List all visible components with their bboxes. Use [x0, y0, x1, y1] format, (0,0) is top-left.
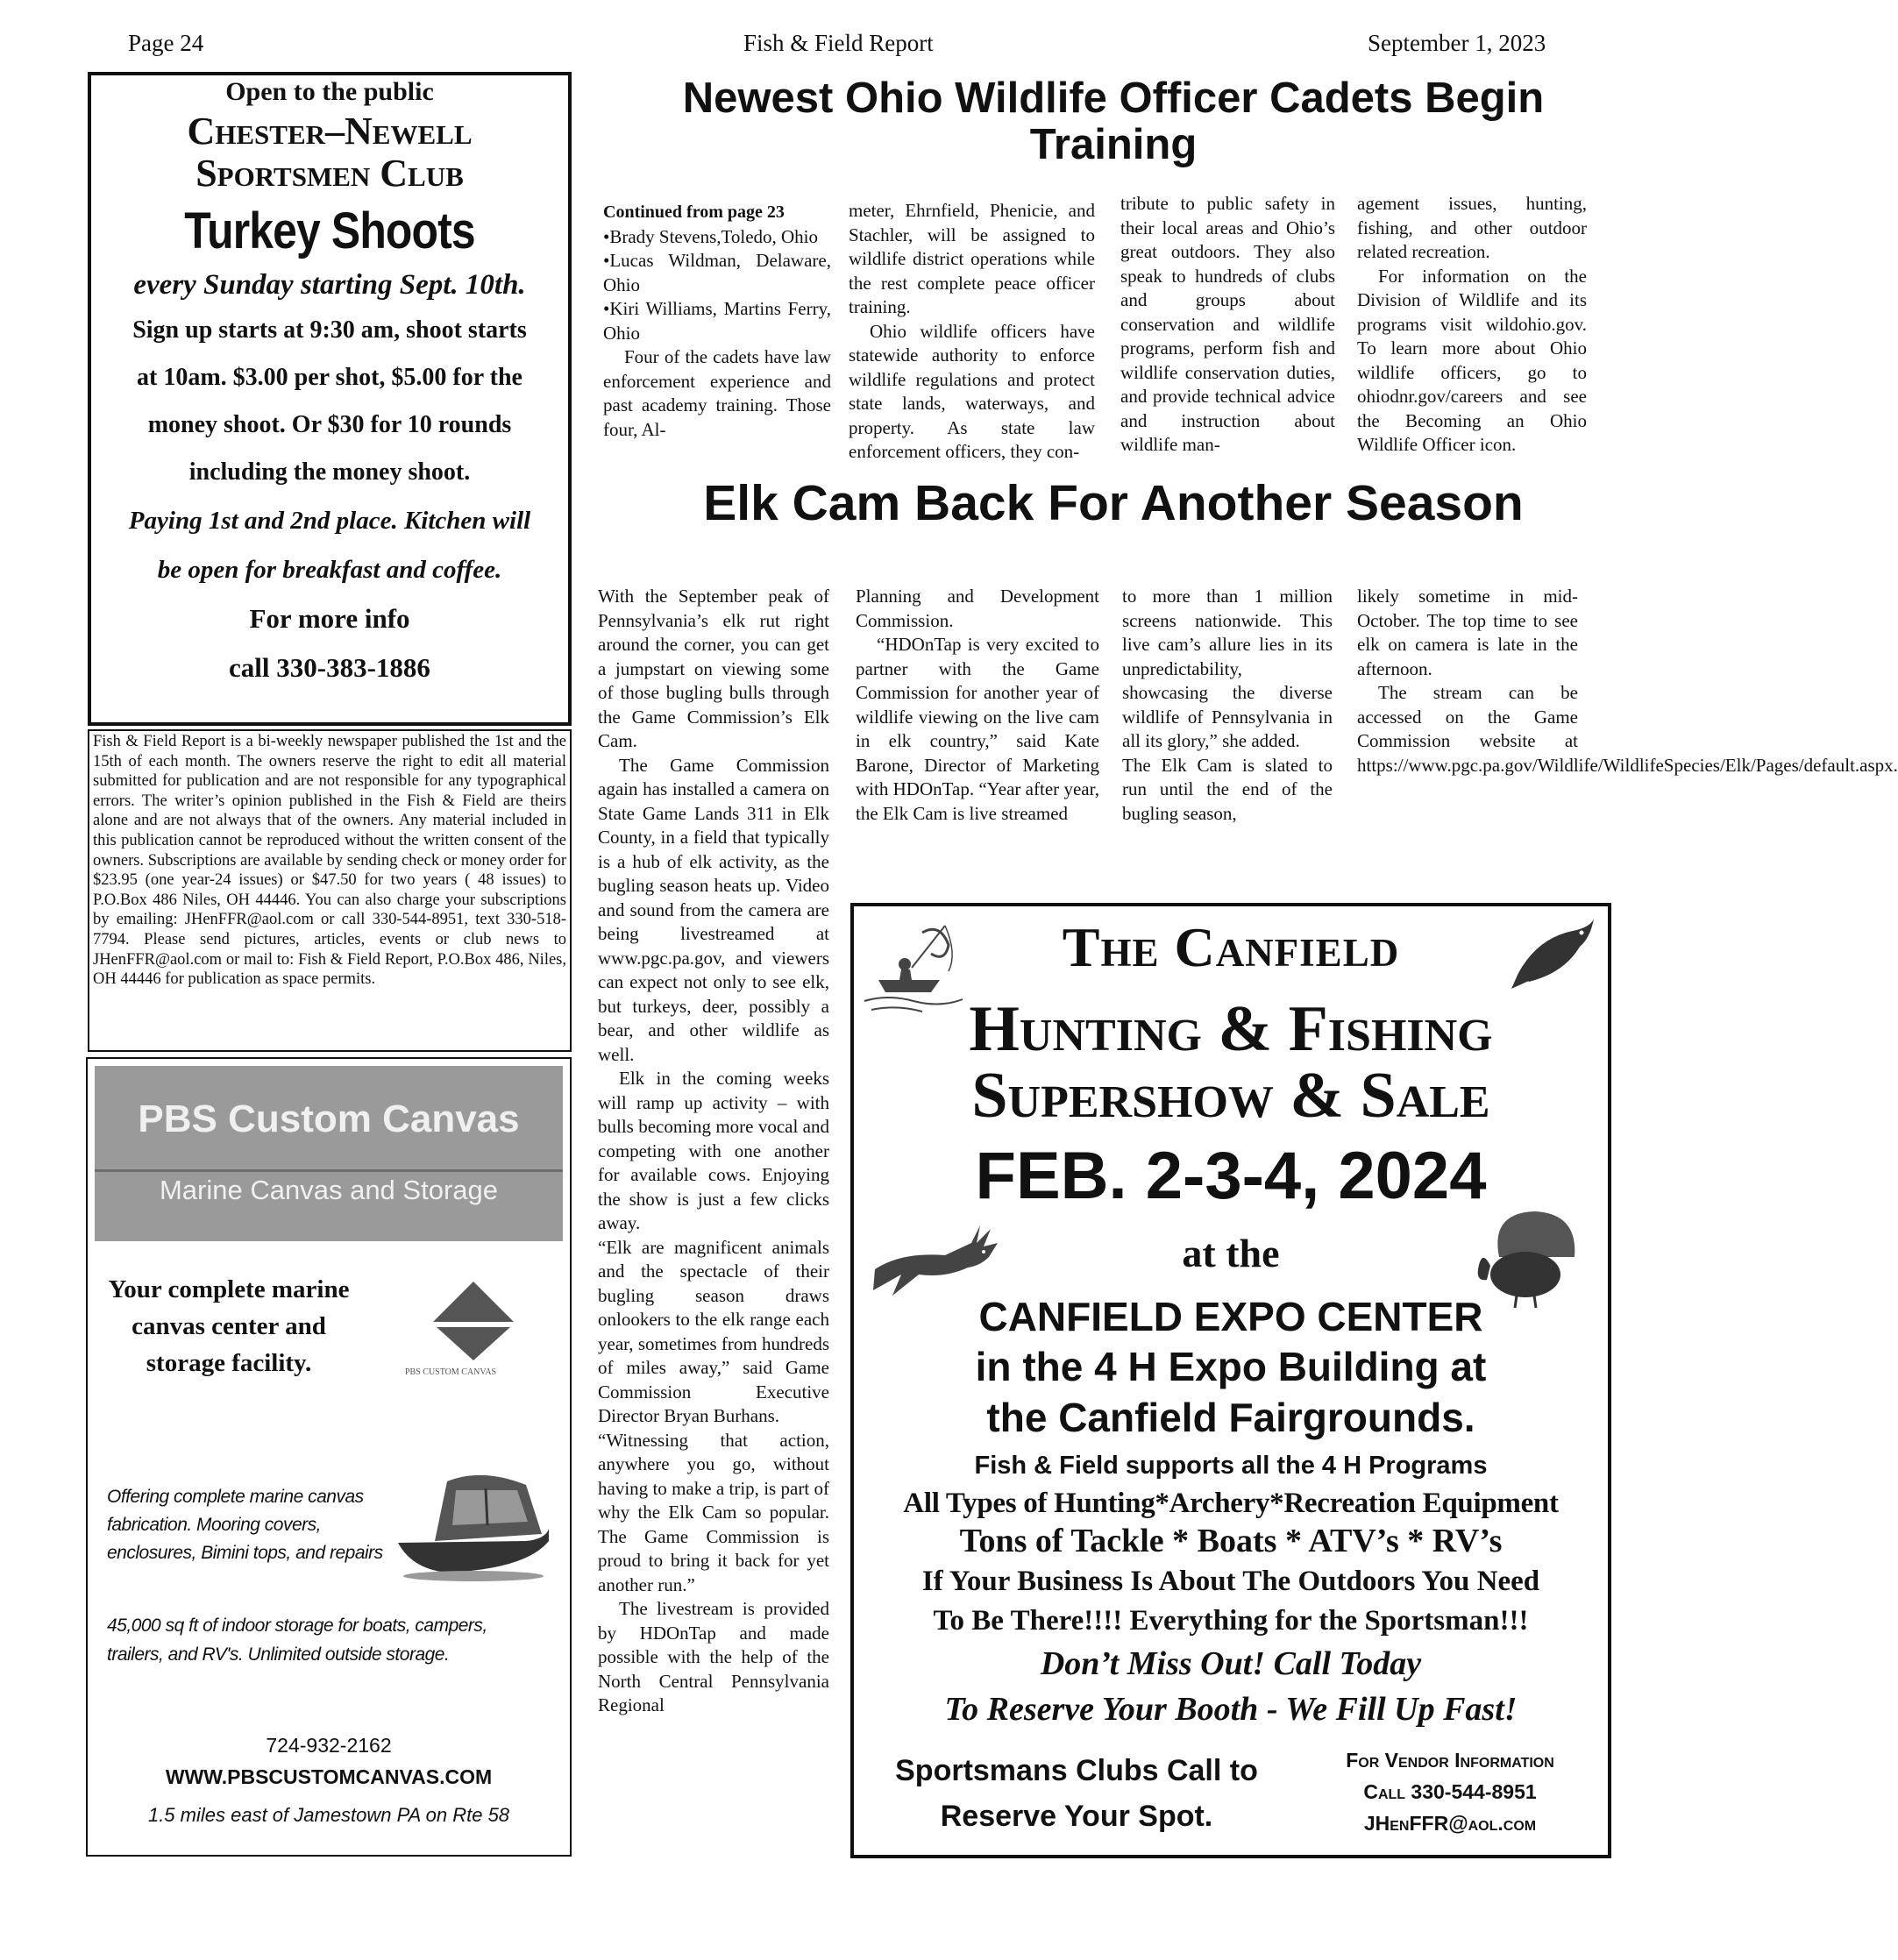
- club-name-line1: Chester–Newell: [187, 110, 473, 153]
- notice-text: Fish & Field Report is a bi-weekly newspaper published the 1st and the 15th of each month. The owners reserve the right to edit all material submitted for publication and are not responsible for any typographical errors. The writer’s opinion published in the Fish & Field are theirs alone and are not always that of the owners. Any material included in this publication cannot be reproduced without the written consent of the owners. Subscriptions are available by sending check or money order for $23.95 (one year-24 issues) or $47.50 for two years ( 48 issues) to P.O.Box 486 Niles, OH 44446. You can also charge your subscriptions by emailing: JHenFFR@aol.com or call 330-544-8951, text 330-518-7794. Please send pictures, articles, events or club news to JHenFFR@aol.com or mail to: Fish & Field Report, P.O.Box 486, Niles, OH 44446 for publication as space permits.: [93, 733, 566, 989]
- pbs-logo-icon: [430, 1282, 517, 1366]
- paragraph: The Elk Cam is slated to run until the end of the bugling season,: [1122, 754, 1333, 824]
- pbs-storage: 45,000 sq ft of indoor storage for boats, campers, trailers, and RV's. Unlimited outside storage.: [107, 1616, 487, 1665]
- paragraph: Ohio wildlife officers have statewide authority to enforce wildlife regulations and protect state lands, waterways, and property. As state law enforcement officers, they con-: [849, 320, 1095, 462]
- vendor-info: For Vendor Information: [1346, 1749, 1554, 1772]
- cadet-item: •Kiri Williams, Martins Ferry, Ohio: [603, 298, 831, 344]
- pbs-location: 1.5 miles east of Jamestown PA on Rte 58: [147, 1804, 510, 1826]
- publication-notice: [88, 729, 572, 1052]
- paragraph: The stream can be accessed on the Game Commission website at https://www.pgc.pa.gov/Wildlife/WildlifeSpecies/Elk/Pages/default.aspx.: [1357, 682, 1898, 776]
- at-the: at the: [1182, 1231, 1280, 1275]
- article1-column-4: [1357, 192, 1587, 458]
- pbs-subtitle: Marine Canvas and Storage: [159, 1175, 498, 1205]
- article1-headline: Newest Ohio Wildlife Officer Cadets Begin Training: [682, 75, 1545, 168]
- article2-headline: Elk Cam Back For Another Season: [703, 475, 1524, 531]
- open-to-public: Open to the public: [225, 77, 434, 106]
- details-line: Sign up starts at 9:30 am, shoot starts: [132, 316, 527, 344]
- page-number: Page 24: [128, 30, 204, 56]
- reserve-booth: To Reserve Your Booth - We Fill Up Fast!: [944, 1691, 1518, 1728]
- pbs-title: PBS Custom Canvas: [138, 1097, 520, 1140]
- fish-icon: [1511, 912, 1599, 991]
- vendor-phone: Call 330-544-8951: [1363, 1780, 1537, 1803]
- paragraph: likely sometime in mid-October. The top time to see elk on camera is late in the afternoon.: [1357, 586, 1578, 679]
- venue-name: CANFIELD EXPO CENTER: [978, 1294, 1483, 1339]
- business-line2: To Be There!!!! Everything for the Sportsman!!!: [933, 1605, 1529, 1637]
- article2-column-1: [598, 585, 829, 1718]
- clubs-call-line2: Reserve Your Spot.: [940, 1800, 1213, 1833]
- paragraph: “Witnessing that action, anywhere you go, without having to make a trip, is part of why the Elk Cam so popular. The Game Commission is proud to bring it back for yet another run.”: [598, 1429, 829, 1595]
- vendor-email[interactable]: JHenFFR@aol.com: [1363, 1812, 1537, 1835]
- article2-column-2: [856, 585, 1099, 826]
- continued-from: Continued from page 23: [603, 202, 785, 222]
- paragraph: meter, Ehrnfield, Phenicie, and Stachler, will be assigned to wildlife district operations while the rest complete peace officer training.: [849, 200, 1095, 317]
- paragraph: Planning and Development Commission.: [856, 586, 1099, 631]
- pbs-logo-text: PBS CUSTOM CANVAS: [405, 1367, 497, 1377]
- turkey-shoots-title: Turkey Shoots: [184, 202, 475, 259]
- turkey-shoot-ad: [88, 72, 572, 726]
- dont-miss-out: Don’t Miss Out! Call Today: [1040, 1645, 1422, 1682]
- schedule: every Sunday starting Sept. 10th.: [133, 269, 526, 301]
- pbs-tagline: Your complete marine canvas center and storage facility.: [108, 1275, 350, 1377]
- paragraph: Four of the cadets have law enforcement experience and past academy training. Those four, Al-: [603, 346, 831, 440]
- show-name-line2: Supershow & Sale: [971, 1060, 1490, 1132]
- paragraph: agement issues, hunting, fishing, and other outdoor related recreation.: [1357, 193, 1587, 262]
- fisherman-icon: [861, 919, 966, 1024]
- paragraph: “Elk are magnificent animals and the spectacle of their bugling season draws onlookers to the elk range each year, sometimes from hundreds of miles away,” said Game Commission Executive Director Bryan Burhans.: [598, 1236, 829, 1426]
- tackle-line: Tons of Tackle * Boats * ATV’s * RV’s: [959, 1523, 1503, 1559]
- pbs-banner: [95, 1066, 563, 1241]
- equipment-types: All Types of Hunting*Archery*Recreation Equipment: [903, 1488, 1559, 1519]
- deer-icon: [866, 1217, 1015, 1304]
- pbs-website[interactable]: WWW.PBSCUSTOMCANVAS.COM: [165, 1765, 493, 1788]
- paragraph: With the September peak of Pennsylvania’s elk rut right around the corner, you can get a jumpstart on viewing some of those bugling bulls through the Game Commission’s Elk Cam.: [598, 586, 829, 751]
- article2-column-4: [1357, 585, 1898, 778]
- paragraph: to more than 1 million screens nationwide. This live cam’s allure lies in its unpredictability, showcasing the diverse wildlife of Pennsylvania in all its glory,” she added.: [1122, 586, 1333, 751]
- contact-phone: call 330-383-1886: [229, 652, 430, 683]
- turkey-icon: [1464, 1204, 1596, 1310]
- more-info: For more info: [249, 603, 410, 634]
- paragraph: For information on the Division of Wildlife and its programs visit wildohio.gov. To learn more about Ohio wildlife officers, go to ohiodnr.gov/careers and see the Becoming an Ohio Wildlife Officer icon.: [1357, 265, 1587, 455]
- paragraph: tribute to public safety in their local areas and Ohio’s great outdoors. They also speak to hundreds of clubs and groups about conservation and wildlife programs, perform fish and wildlife conservation duties, and provide technical advice and instruction about wildlife man-: [1120, 193, 1335, 455]
- club-name-line2: Sportsmen Club: [195, 152, 464, 195]
- boat-icon: [395, 1455, 552, 1583]
- pbs-phone: 724-932-2162: [266, 1734, 392, 1757]
- building-line2: the Canfield Fairgrounds.: [986, 1395, 1475, 1440]
- article1-column-2: [849, 199, 1095, 465]
- publication-name: Fish & Field Report: [743, 30, 934, 56]
- details-line: money shoot. Or $30 for 10 rounds: [147, 411, 512, 438]
- cadet-item: •Brady Stevens,Toledo, Ohio: [603, 225, 819, 247]
- pbs-canvas-ad: [86, 1057, 572, 1857]
- details-line: including the money shoot.: [188, 458, 471, 486]
- paying-line: Paying 1st and 2nd place. Kitchen will: [128, 507, 531, 535]
- show-name-line1: Hunting & Fishing: [969, 993, 1493, 1065]
- details-line: at 10am. $3.00 per shot, $5.00 for the: [137, 364, 522, 391]
- article1-column-1: [603, 201, 831, 442]
- article2-column-3: [1122, 585, 1333, 826]
- canfield-title: The Canfield: [1062, 916, 1400, 978]
- paying-line: be open for breakfast and coffee.: [157, 556, 502, 584]
- paragraph: Elk in the coming weeks will ramp up activity – with bulls becoming more vocal and competing with one another for available cows. Enjoying the show is just a few clicks away.: [598, 1068, 829, 1233]
- canfield-supershow-ad: [850, 903, 1611, 1858]
- pbs-offering: Offering complete marine canvas fabrication. Mooring covers, enclosures, Bimini tops, and repairs: [107, 1487, 383, 1563]
- supports-4h: Fish & Field supports all the 4 H Programs: [974, 1452, 1488, 1480]
- show-dates: FEB. 2-3-4, 2024: [975, 1139, 1487, 1213]
- issue-date: September 1, 2023: [1368, 30, 1546, 56]
- building-line1: in the 4 H Expo Building at: [975, 1344, 1487, 1389]
- cadet-item: •Lucas Wildman, Delaware, Ohio: [603, 250, 831, 295]
- paragraph: “HDOnTap is very excited to partner with the Game Commission for another year of wildlife viewing on the live cam in elk country,” said Kate Barone, Director of Marketing with HDOnTap. “Year after year, the Elk Cam is live streamed: [856, 634, 1099, 824]
- business-line1: If Your Business Is About The Outdoors You Need: [921, 1566, 1540, 1597]
- clubs-call-line1: Sportsmans Clubs Call to: [895, 1754, 1258, 1787]
- paragraph: The livestream is provided by HDOnTap and made possible with the help of the North Central Pennsylvania Regional: [598, 1598, 829, 1715]
- paragraph: The Game Commission again has installed a camera on State Game Lands 311 in Elk County, in a field that typically is a hub of elk activity, as the bugling season heats up. Video and sound from the camera are being livestreamed at www.pgc.pa.gov, and viewers can expect not only to see elk, but turkeys, deer, possibly a bear, and other wildlife as well.: [598, 754, 829, 1065]
- article1-column-3: [1120, 192, 1335, 458]
